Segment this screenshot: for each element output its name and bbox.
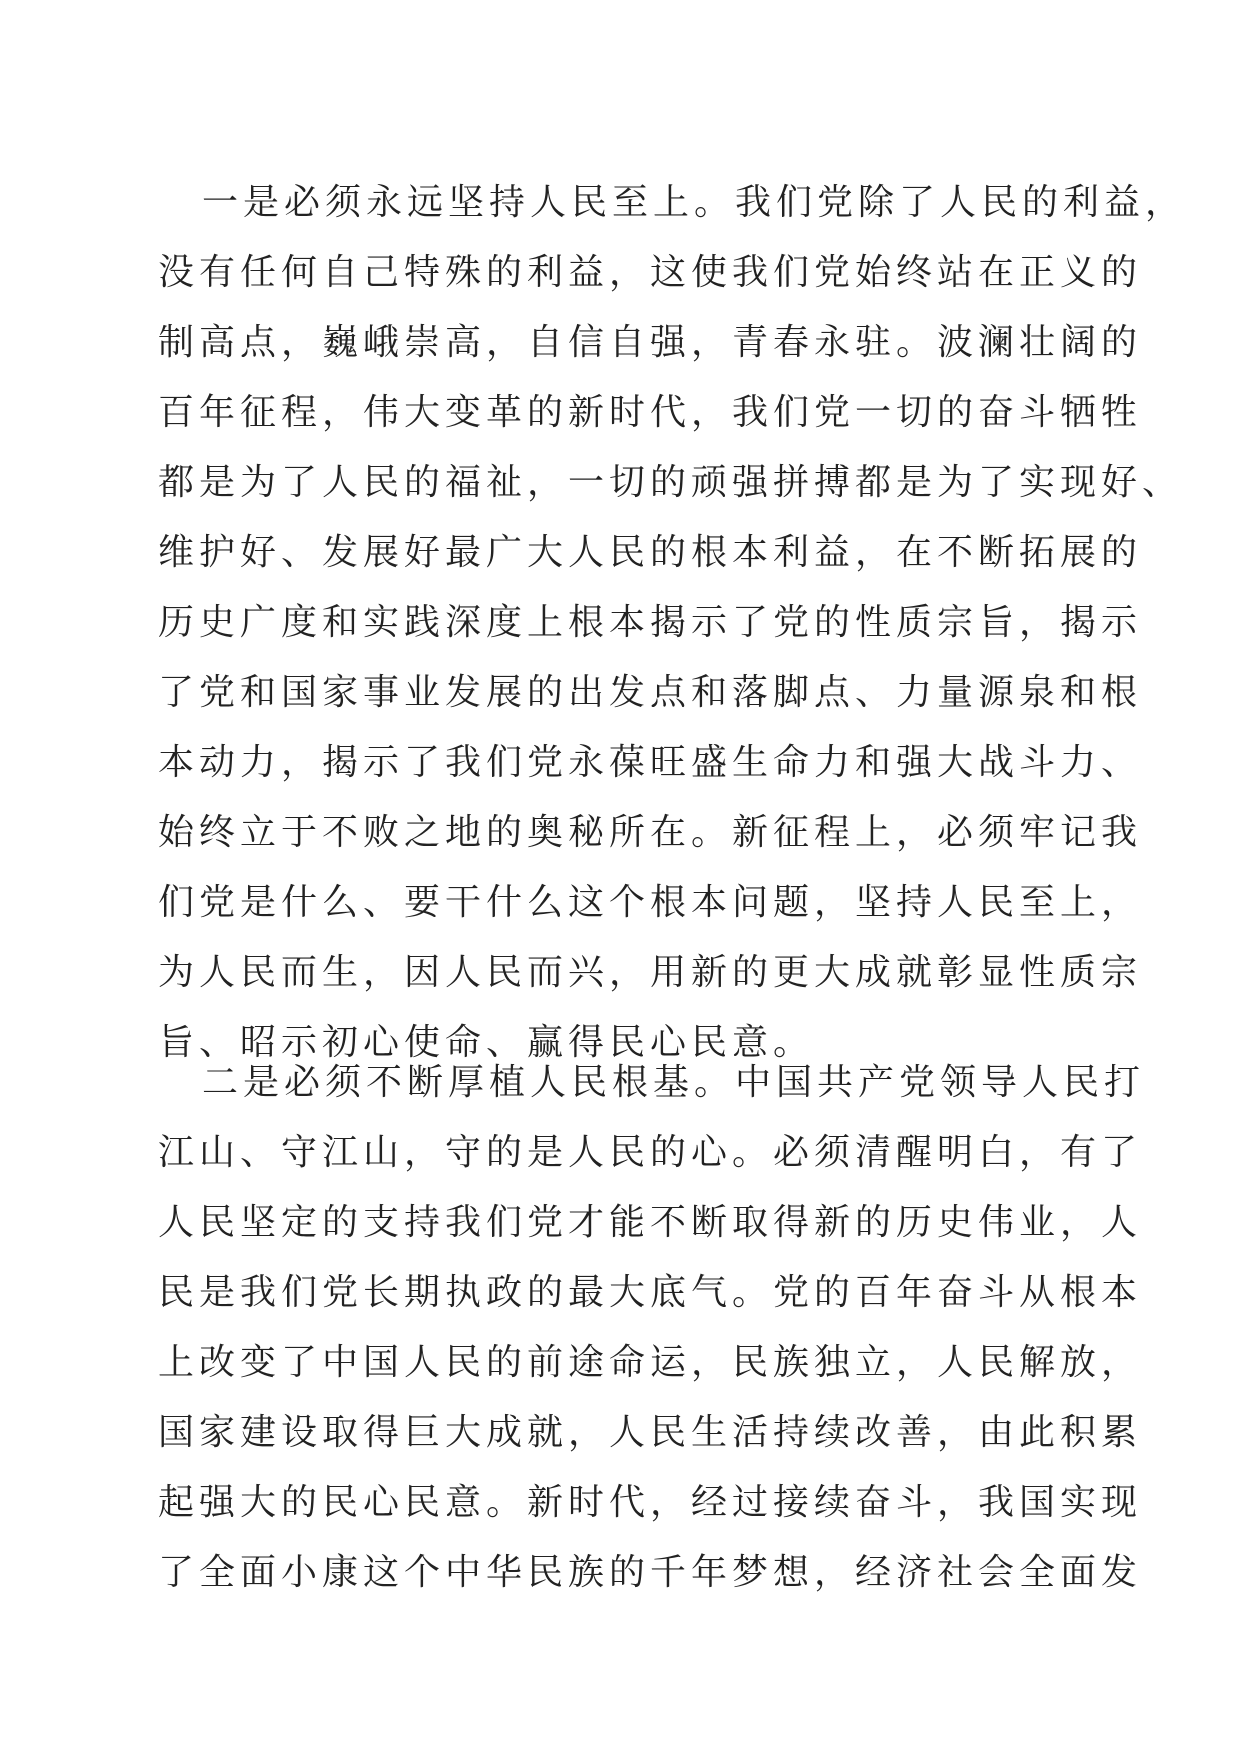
text-line: 维护好、发展好最广大人民的根本利益，在不断拓展的 [158,532,1143,573]
text-line: 起强大的民心民意。新时代，经过接续奋斗，我国实现 [158,1482,1143,1523]
text-line: 本动力，揭示了我们党永葆旺盛生命力和强大战斗力、 [158,742,1143,783]
text-line: 为人民而生，因人民而兴，用新的更大成就彰显性质宗 [158,952,1143,993]
text-line: 没有任何自己特殊的利益，这使我们党始终站在正义的 [158,252,1143,293]
text-line: 上改变了中国人民的前途命运，民族独立，人民解放， [158,1342,1143,1383]
text-line: 二是必须不断厚植人民根基。中国共产党领导人民打 [202,1062,1146,1103]
text-line: 都是为了人民的福祉，一切的顽强拼搏都是为了实现好、 [158,462,1184,503]
text-line: 百年征程，伟大变革的新时代，我们党一切的奋斗牺牲 [158,392,1143,433]
text-line: 们党是什么、要干什么这个根本问题，坚持人民至上， [158,882,1143,923]
text-line: 国家建设取得巨大成就，人民生活持续改善，由此积累 [158,1412,1143,1453]
text-line: 始终立于不败之地的奥秘所在。新征程上，必须牢记我 [158,812,1143,853]
text-line: 人民坚定的支持我们党才能不断取得新的历史伟业，人 [158,1202,1143,1243]
text-line: 制高点，巍峨崇高，自信自强，青春永驻。波澜壮阔的 [158,322,1143,363]
text-line: 民是我们党长期执政的最大底气。党的百年奋斗从根本 [158,1272,1143,1313]
paragraph-2 [158,1048,1146,1608]
text-line: 江山、守江山，守的是人民的心。必须清醒明白，有了 [158,1132,1143,1173]
text-line: 一是必须永远坚持人民至上。我们党除了人民的利益， [202,182,1187,223]
text-line: 历史广度和实践深度上根本揭示了党的性质宗旨，揭示 [158,602,1143,643]
text-line: 旨、昭示初心使命、赢得民心民意。 [158,1022,815,1063]
text-line: 了党和国家事业发展的出发点和落脚点、力量源泉和根 [158,672,1143,713]
text-line: 了全面小康这个中华民族的千年梦想，经济社会全面发 [158,1552,1143,1593]
paragraph-1 [158,168,1187,1078]
